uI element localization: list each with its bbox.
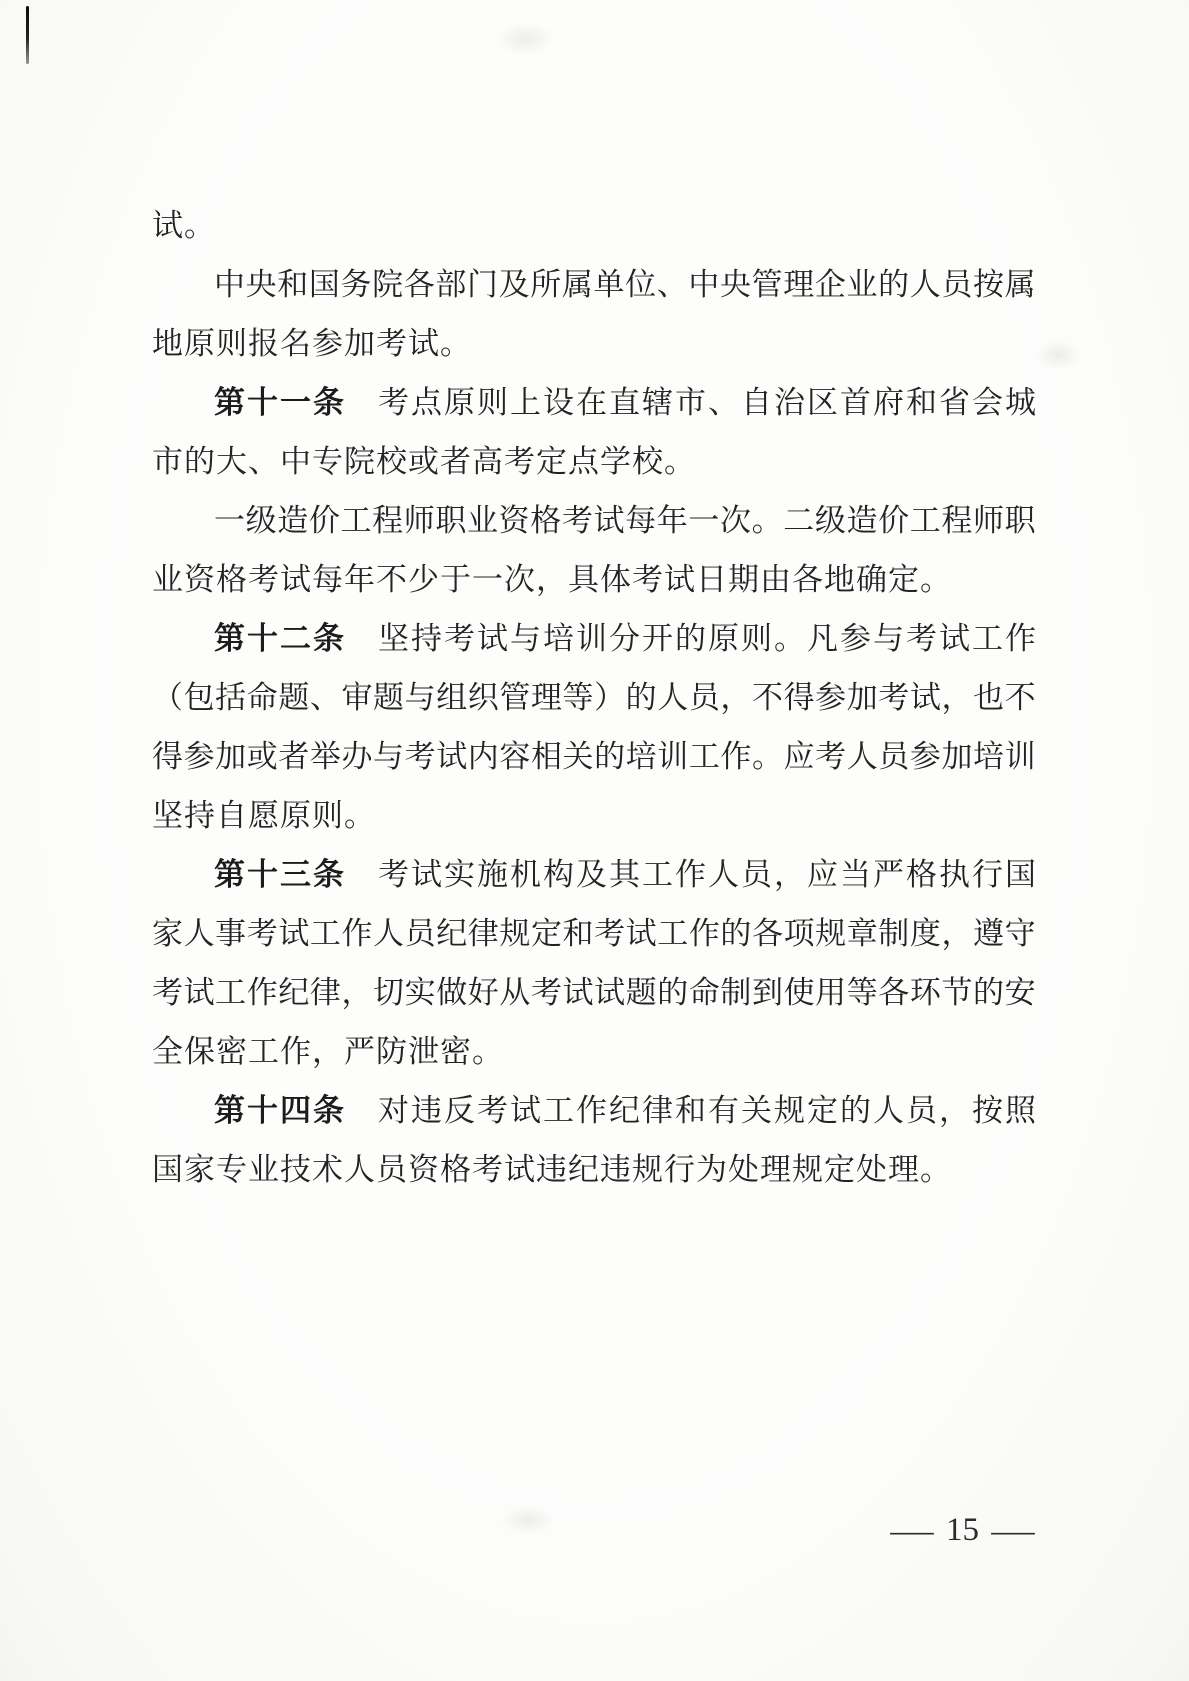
text-char: 和 <box>906 385 937 420</box>
article-number-char: 第 <box>214 1093 245 1128</box>
text-char: 环 <box>909 975 941 1010</box>
text-char: 试 <box>436 739 468 774</box>
text-char: 纪 <box>609 1093 640 1128</box>
text-char: 设 <box>543 385 574 420</box>
text-char: ） <box>594 680 626 715</box>
text-char: 使 <box>783 975 815 1010</box>
text-char: 包 <box>183 680 215 715</box>
text-char: 中 <box>688 267 720 302</box>
text-char: 作 <box>576 1093 607 1128</box>
text-char: 培 <box>625 739 657 774</box>
text-char: 凡 <box>807 621 838 656</box>
text-char: 按 <box>972 1093 1003 1128</box>
text-char: 作 <box>341 916 373 951</box>
text-char: 及 <box>498 267 530 302</box>
page-number-dash-right: — <box>991 1511 1035 1548</box>
scan-smudge <box>495 22 555 56</box>
text-char: 工 <box>215 975 247 1010</box>
text-char: ， <box>941 680 973 715</box>
text-char: 从 <box>499 975 531 1010</box>
text-char: ， <box>774 857 805 892</box>
text-char: 规 <box>815 916 847 951</box>
text-char: 到 <box>751 975 783 1010</box>
text-char: 考 <box>594 916 626 951</box>
text-char: 对 <box>378 1093 409 1128</box>
article-number-char: 一 <box>280 385 311 420</box>
text-char: 与 <box>373 739 405 774</box>
text-char: 考 <box>530 975 562 1010</box>
text-char: 律 <box>642 1093 673 1128</box>
text-char: 等 <box>846 975 878 1010</box>
text-char: 等 <box>562 680 594 715</box>
text-char: 次 <box>720 503 751 538</box>
text-char: 试 <box>278 916 310 951</box>
article-number-char: 条 <box>313 1093 344 1128</box>
text-char: 组 <box>436 680 468 715</box>
text-char: 的 <box>973 975 1005 1010</box>
text-char: ， <box>720 680 752 715</box>
text-char: 城 <box>1005 385 1036 420</box>
article-number-char: 条 <box>313 857 344 892</box>
text-char: 严 <box>873 857 904 892</box>
page-number-value: 15 <box>946 1511 979 1548</box>
text-char: 试 <box>183 975 215 1010</box>
text-char: 格 <box>906 857 937 892</box>
text-char: 训 <box>657 739 689 774</box>
text-char: 。 <box>774 621 805 656</box>
text-char: 师 <box>403 503 435 538</box>
text-char: 则 <box>477 385 508 420</box>
text-char: 及 <box>576 857 607 892</box>
text-char: 纪 <box>436 916 468 951</box>
text-char: 参 <box>840 621 871 656</box>
text-char: 各 <box>403 267 435 302</box>
text-char: 好 <box>467 975 499 1010</box>
text-run: 全保密工作，严防泄密。 <box>152 1034 504 1069</box>
text-char: 工 <box>309 916 341 951</box>
text-char: 央 <box>245 267 277 302</box>
text-char: 试 <box>593 503 625 538</box>
text-char: 人 <box>873 1093 904 1128</box>
text-char: 应 <box>783 739 815 774</box>
text-char: 级 <box>814 503 846 538</box>
text-char: 工 <box>642 857 673 892</box>
text-char: 章 <box>846 916 878 951</box>
text-char: 职 <box>1004 503 1036 538</box>
text-line <box>152 196 1036 255</box>
text-char: 织 <box>467 680 499 715</box>
text-char: 执 <box>939 857 970 892</box>
text-char: 、 <box>309 680 341 715</box>
text-char: 点 <box>411 385 442 420</box>
text-char: 考 <box>152 975 183 1010</box>
text-char: 培 <box>973 739 1005 774</box>
text-char: 其 <box>609 857 640 892</box>
text-char: 工 <box>543 1093 574 1128</box>
text-char: 理 <box>783 267 815 302</box>
text-char: 规 <box>499 916 531 951</box>
text-char: 造 <box>846 503 878 538</box>
text-char: 举 <box>309 739 341 774</box>
text-char: 参 <box>909 739 941 774</box>
text-run: 国家专业技术人员资格考试违纪违规行为处理规定处理。 <box>152 1152 952 1187</box>
article-number-char: 第 <box>214 857 245 892</box>
text-char: 机 <box>510 857 541 892</box>
text-char: 省 <box>939 385 970 420</box>
text-char: 。 <box>751 503 783 538</box>
text-line <box>152 314 1036 373</box>
article-number-char: 三 <box>280 857 311 892</box>
text-char: 考 <box>444 621 475 656</box>
text-char: （ <box>152 680 183 715</box>
text-run: 市的大、中专院校或者高考定点学校。 <box>152 444 696 479</box>
article-number-char: 十 <box>247 1093 278 1128</box>
text-char: 得 <box>783 680 815 715</box>
text-char: 题 <box>373 680 405 715</box>
text-char: 试 <box>510 1093 541 1128</box>
text-char: 原 <box>444 385 475 420</box>
text-char: 造 <box>277 503 309 538</box>
text-char: 律 <box>467 916 499 951</box>
text-char: 企 <box>814 267 846 302</box>
text-char: 照 <box>1005 1093 1036 1128</box>
text-char: 员 <box>688 680 720 715</box>
text-char: 不 <box>1004 680 1036 715</box>
text-char: 守 <box>1004 916 1036 951</box>
text-char: 的 <box>840 1093 871 1128</box>
article-number-char: 第 <box>214 385 245 420</box>
text-char: 的 <box>878 267 910 302</box>
text-run: 坚持自愿原则。 <box>152 798 376 833</box>
text-char: 门 <box>467 267 498 302</box>
text-line <box>152 1022 1036 1081</box>
text-char: 国 <box>1005 857 1036 892</box>
text-char: 职 <box>435 503 467 538</box>
scan-smudge <box>500 1505 556 1535</box>
text-char: 位 <box>625 267 657 302</box>
text-char: 考 <box>378 385 409 420</box>
text-char: 二 <box>783 503 815 538</box>
text-char: 试 <box>939 621 970 656</box>
text-char: 规 <box>774 1093 805 1128</box>
text-char: 加 <box>846 680 878 715</box>
text-char: 工 <box>909 503 941 538</box>
text-char: 程 <box>941 503 973 538</box>
text-char: 办 <box>341 739 373 774</box>
text-char: 人 <box>183 916 215 951</box>
text-char: 和 <box>675 1093 706 1128</box>
text-run: 业资格考试每年不少于一次，具体考试日期由各地确定。 <box>152 562 952 597</box>
text-char: 试 <box>594 975 626 1010</box>
text-char: 资 <box>498 503 530 538</box>
text-char: 参 <box>183 739 215 774</box>
text-char: 坚 <box>378 621 409 656</box>
text-char: 程 <box>372 503 404 538</box>
text-char: ， <box>941 916 973 951</box>
text-char: 工 <box>972 621 1003 656</box>
text-char: 审 <box>341 680 373 715</box>
text-char: 和 <box>562 916 594 951</box>
text-char: 人 <box>373 916 405 951</box>
text-char: 价 <box>878 503 910 538</box>
text-char: 理 <box>530 680 562 715</box>
article-number-char: 四 <box>280 1093 311 1128</box>
text-char: 。 <box>751 739 783 774</box>
text-char: 府 <box>873 385 904 420</box>
text-char: 违 <box>411 1093 442 1128</box>
page-number <box>890 1508 1035 1552</box>
text-char: 作 <box>675 857 706 892</box>
text-char: 安 <box>1004 975 1036 1010</box>
text-char: 考 <box>878 680 910 715</box>
text-char: 国 <box>308 267 340 302</box>
text-line <box>152 904 1036 963</box>
text-char: ， <box>939 1093 970 1128</box>
text-char: 考 <box>561 503 593 538</box>
text-char: 员 <box>906 1093 937 1128</box>
text-char: 或 <box>246 739 278 774</box>
text-char: 试 <box>411 857 442 892</box>
text-line <box>152 845 1036 904</box>
text-char: 关 <box>562 739 594 774</box>
text-char: 一 <box>688 503 720 538</box>
text-char: 单 <box>593 267 625 302</box>
text-char: 业 <box>467 503 498 538</box>
text-char: 部 <box>435 267 467 302</box>
text-char: 人 <box>657 680 689 715</box>
text-char: 家 <box>152 916 183 951</box>
text-char: 的 <box>657 975 689 1010</box>
text-char: 业 <box>846 267 878 302</box>
page-number-dash-left: — <box>890 1511 934 1548</box>
text-char: 试 <box>562 975 594 1010</box>
text-char: 作 <box>688 916 720 951</box>
text-char: 所 <box>530 267 562 302</box>
text-char: 和 <box>277 267 309 302</box>
text-char: 作 <box>1005 621 1036 656</box>
text-char: 训 <box>1004 739 1036 774</box>
text-char: 按 <box>973 267 1004 302</box>
text-char: 相 <box>530 739 562 774</box>
text-char: 辖 <box>642 385 673 420</box>
article-number-char: 条 <box>313 621 344 656</box>
article-number-char: 条 <box>313 385 344 420</box>
text-char: 直 <box>609 385 640 420</box>
text-char: 上 <box>510 385 541 420</box>
text-line <box>152 1081 1036 1140</box>
text-char: 与 <box>404 680 436 715</box>
text-line <box>152 727 1036 786</box>
text-char: 格 <box>530 503 562 538</box>
text-char: 的 <box>675 621 706 656</box>
text-char: 训 <box>576 621 607 656</box>
article-number-char: 十 <box>247 621 278 656</box>
text-char: 律 <box>309 975 341 1010</box>
text-char: ， <box>341 975 373 1010</box>
text-line <box>152 609 1036 668</box>
scan-smudge <box>1035 340 1081 370</box>
text-char: 每 <box>625 503 657 538</box>
text-char: 节 <box>941 975 973 1010</box>
article-number-char: 十 <box>247 385 278 420</box>
article-number-char: 二 <box>280 621 311 656</box>
text-char: 行 <box>972 857 1003 892</box>
text-char: 遵 <box>973 916 1005 951</box>
text-char: 反 <box>444 1093 475 1128</box>
text-line <box>152 491 1036 550</box>
text-char: 分 <box>609 621 640 656</box>
text-char: 中 <box>214 267 245 302</box>
text-char: 则 <box>741 621 772 656</box>
text-line <box>152 1140 1036 1199</box>
text-char: 实 <box>404 975 436 1010</box>
text-char: 员 <box>941 267 973 302</box>
text-char: 央 <box>720 267 751 302</box>
text-char: 工 <box>688 739 720 774</box>
text-char: 做 <box>436 975 468 1010</box>
text-char: 的 <box>720 916 752 951</box>
text-char: 加 <box>215 739 247 774</box>
text-char: 者 <box>278 739 310 774</box>
text-char: 作 <box>246 975 278 1010</box>
text-char: 管 <box>751 267 783 302</box>
text-line <box>152 786 1036 845</box>
text-line <box>152 668 1036 727</box>
text-char: 价 <box>308 503 340 538</box>
text-char: 命 <box>688 975 720 1010</box>
text-char: 员 <box>741 857 772 892</box>
text-char: 实 <box>444 857 475 892</box>
text-char: 内 <box>467 739 499 774</box>
text-char: 括 <box>215 680 247 715</box>
text-char: 人 <box>708 857 739 892</box>
text-char: 事 <box>215 916 247 951</box>
text-char: 属 <box>1004 267 1036 302</box>
text-char: 与 <box>510 621 541 656</box>
text-char: 试 <box>909 680 941 715</box>
text-char: 题 <box>278 680 310 715</box>
text-line <box>152 963 1036 1022</box>
text-char: 一 <box>214 503 245 538</box>
text-char: 属 <box>561 267 593 302</box>
text-char: 考 <box>815 739 847 774</box>
text-line <box>152 255 1036 314</box>
text-char: 纪 <box>278 975 310 1010</box>
text-char: 制 <box>878 916 910 951</box>
text-char: 题 <box>625 975 657 1010</box>
text-char: 有 <box>708 1093 739 1128</box>
text-char: 切 <box>373 975 405 1010</box>
text-char: 的 <box>625 680 657 715</box>
text-char: 原 <box>708 621 739 656</box>
text-run: 试。 <box>152 208 216 243</box>
text-char: 应 <box>807 857 838 892</box>
text-char: 管 <box>499 680 531 715</box>
text-char: 也 <box>973 680 1005 715</box>
text-char: 定 <box>530 916 562 951</box>
text-char: 考 <box>404 739 436 774</box>
text-char: 制 <box>720 975 752 1010</box>
text-char: 级 <box>245 503 277 538</box>
text-char: 院 <box>372 267 404 302</box>
text-char: 培 <box>543 621 574 656</box>
text-char: 人 <box>909 267 941 302</box>
text-char: 作 <box>720 739 752 774</box>
article-number-char: 第 <box>214 621 245 656</box>
text-char: 容 <box>499 739 531 774</box>
text-char: 的 <box>594 739 626 774</box>
text-char: 命 <box>246 680 278 715</box>
text-char: 试 <box>625 916 657 951</box>
text-char: 员 <box>404 916 436 951</box>
text-char: 首 <box>840 385 871 420</box>
text-char: 构 <box>543 857 574 892</box>
text-char: 在 <box>576 385 607 420</box>
text-char: 务 <box>340 267 372 302</box>
text-char: 得 <box>152 739 183 774</box>
text-char: 各 <box>878 975 910 1010</box>
text-char: 人 <box>846 739 878 774</box>
text-line <box>152 432 1036 491</box>
text-char: 各 <box>751 916 783 951</box>
text-char: 考 <box>906 621 937 656</box>
text-char: 与 <box>873 621 904 656</box>
text-char: 考 <box>246 916 278 951</box>
text-char: 、 <box>656 267 688 302</box>
text-char: 、 <box>708 385 739 420</box>
text-char: 试 <box>477 621 508 656</box>
text-char: 开 <box>642 621 673 656</box>
scan-artifact-corner-line <box>26 6 29 64</box>
text-char: 度 <box>909 916 941 951</box>
text-line <box>152 550 1036 609</box>
article-number-char: 十 <box>247 857 278 892</box>
text-char: 不 <box>751 680 783 715</box>
text-char: 年 <box>656 503 688 538</box>
text-char: 项 <box>783 916 815 951</box>
text-char: 师 <box>973 503 1004 538</box>
text-char: 当 <box>840 857 871 892</box>
text-char: 关 <box>741 1093 772 1128</box>
text-char: 考 <box>477 1093 508 1128</box>
document-body <box>152 196 1036 1199</box>
text-char: 市 <box>675 385 706 420</box>
text-char: 治 <box>774 385 805 420</box>
text-char: 加 <box>941 739 973 774</box>
text-char: 施 <box>477 857 508 892</box>
text-char: 会 <box>972 385 1003 420</box>
text-char: 工 <box>657 916 689 951</box>
text-char: 员 <box>878 739 910 774</box>
text-char: 自 <box>741 385 772 420</box>
text-run: 地原则报名参加考试。 <box>152 326 472 361</box>
text-char: 工 <box>340 503 372 538</box>
text-char: 持 <box>411 621 442 656</box>
text-char: 参 <box>815 680 847 715</box>
text-char: 考 <box>378 857 409 892</box>
text-char: 用 <box>815 975 847 1010</box>
text-char: 区 <box>807 385 838 420</box>
text-line <box>152 373 1036 432</box>
text-char: 定 <box>807 1093 838 1128</box>
